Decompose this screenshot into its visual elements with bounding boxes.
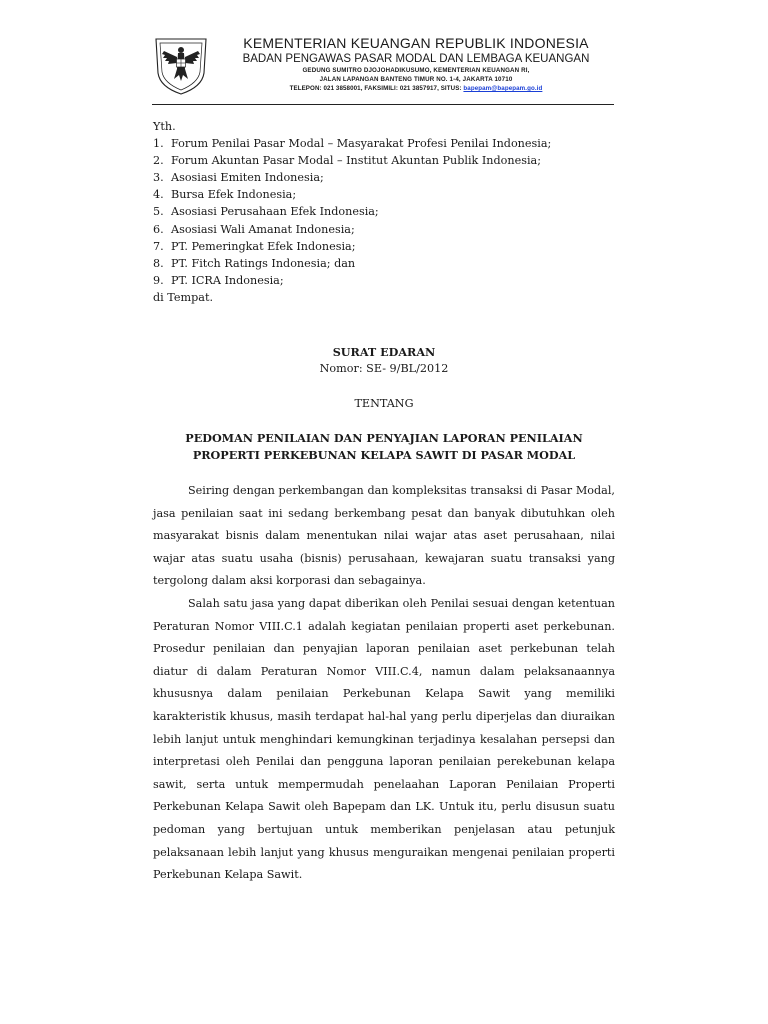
contact-email-link[interactable]: bapepam@bapepam.go.id (463, 85, 543, 92)
document-number: Nomor: SE- 9/BL/2012 (319, 362, 449, 375)
garuda-emblem-icon (150, 35, 212, 97)
subject-line-2: PROPERTI PERKEBUNAN KELAPA SAWIT DI PASAR MODAL (192, 447, 576, 462)
addressee-text: Asosiasi Wali Amanat Indonesia; (171, 222, 355, 236)
about-label: TENTANG (354, 397, 414, 410)
addressee-text: Bursa Efek Indonesia; (171, 188, 297, 202)
addressee-number: 7. (153, 239, 164, 253)
address-line-2: JALAN LAPANGAN BANTENG TIMUR NO. 1-4, JAKARTA 10710 (319, 76, 513, 83)
addressee-text: PT. Fitch Ratings Indonesia; dan (171, 256, 356, 270)
addressee-item (153, 221, 633, 238)
addressee-closing: di Tempat. (153, 290, 214, 304)
contact-prefix: TELEPON: 021 3858001, FAKSIMILI: 021 3857917, SITUS: (289, 85, 462, 92)
addressee-text: Asosiasi Perusahaan Efek Indonesia; (171, 205, 379, 219)
addressee-item (153, 169, 633, 186)
addressee-item (153, 238, 633, 255)
document-heading: SURAT EDARAN (332, 345, 436, 359)
letterhead (220, 34, 612, 93)
addressee-item (153, 186, 633, 203)
contact-line (220, 84, 612, 93)
addressee-item (153, 152, 633, 169)
ministry-name: KEMENTERIAN KEUANGAN REPUBLIK INDONESIA (243, 35, 589, 51)
addressee-text: Forum Akuntan Pasar Modal – Institut Akuntan Publik Indonesia; (171, 154, 541, 168)
addressee-number: 1. (153, 137, 164, 151)
addressee-number: 3. (153, 171, 164, 185)
salutation: Yth. (153, 120, 176, 133)
addressee-number: 2. (153, 154, 164, 168)
addressee-text: Forum Penilai Pasar Modal – Masyarakat Profesi Penilai Indonesia; (171, 137, 552, 151)
addressee-item (153, 135, 633, 152)
addressee-text: PT. Pemeringkat Efek Indonesia; (171, 239, 356, 253)
document-subject (153, 430, 615, 463)
addressee-number: 4. (153, 188, 164, 202)
addressee-text: Asosiasi Emiten Indonesia; (171, 171, 324, 185)
subject-line-1: PEDOMAN PENILAIAN DAN PENYAJIAN LAPORAN PENILAIAN (185, 431, 583, 445)
addressee-item (153, 203, 633, 220)
addressee-text: PT. ICRA Indonesia; (171, 273, 284, 287)
addressee-item (153, 255, 633, 272)
addressee-item (153, 272, 633, 289)
letterhead-divider (152, 104, 614, 105)
addressee-number: 6. (153, 222, 164, 236)
paragraph-2: Salah satu jasa yang dapat diberikan oleh Penilai sesuai dengan ketentuan Peraturan Nomor VIII.C.1 adalah kegiatan penilaian properti aset perkebunan. Prosedur penilaian dan penyajian laporan penilaian aset perkebunan telah diatur di dalam Peraturan Nomor VIII.C.4, namun dalam pelaksanaannya khususnya dalam penilaian Perkebunan Kelapa Sawit yang memiliki karakteristik khusus, masih terdapat hal-hal yang perlu diperjelas dan diuraikan lebih lanjut untuk menghindari kemungkinan terjadinya kesalahan persepsi dan interpretasi oleh Penilai dan pengguna laporan penilaian perekebunan kelapa sawit, serta untuk mempermudah penelaahan Laporan Penilaian Properti Perkebunan Kelapa Sawit oleh Bapepam dan LK. Untuk itu, perlu disusun suatu pedoman yang bertujuan untuk memberikan penjelasan atau petunjuk pelaksanaan lebih lanjut yang khusus menguraikan mengenai penilaian properti Perkebunan Kelapa Sawit. (153, 596, 615, 882)
addressee-block (153, 118, 633, 306)
address-line-1: GEDUNG SUMITRO DJOJOHADIKUSUMO, KEMENTERIAN KEUANGAN RI, (302, 67, 530, 74)
body-text (153, 480, 615, 887)
addressee-number: 5. (153, 205, 164, 219)
addressee-number: 9. (153, 273, 164, 287)
paragraph-1: Seiring dengan perkembangan dan kompleksitas transaksi di Pasar Modal, jasa penilaian saat ini sedang berkembang pesat dan banyak dibutuhkan oleh masyarakat bisnis dalam menentukan nilai wajar atas aset perusahaan, nilai wajar atas suatu usaha (bisnis) perusahaan, kewajaran suatu transaksi yang tergolong dalam aksi korporasi dan sebagainya. (153, 484, 615, 588)
agency-name: BADAN PENGAWAS PASAR MODAL DAN LEMBAGA KEUANGAN (242, 53, 590, 65)
addressee-number: 8. (153, 256, 164, 270)
